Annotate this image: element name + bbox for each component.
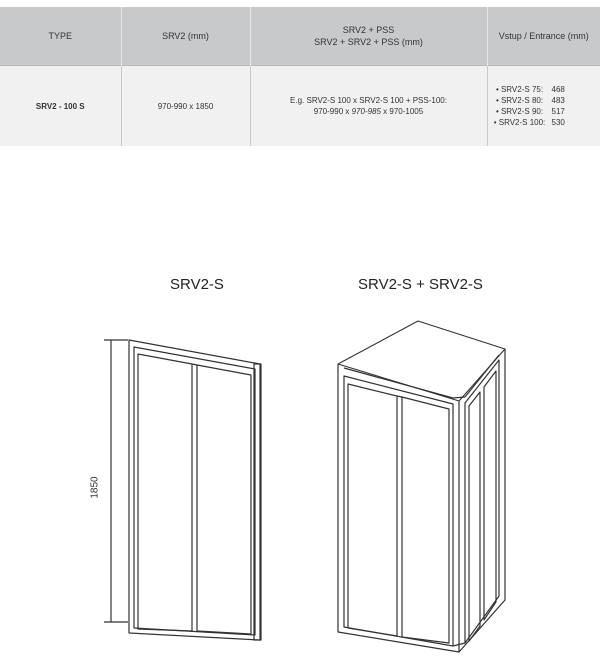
diagram-title-double: SRV2-S + SRV2-S <box>358 276 483 293</box>
entrance-item-value: 517 <box>551 107 565 116</box>
double-door-enclosure <box>338 321 505 652</box>
entrance-item-value: 468 <box>551 85 565 94</box>
example-line2-start: 970-990 x <box>313 107 352 116</box>
cell-example <box>250 66 487 147</box>
entrance-item <box>488 95 600 106</box>
single-door-panel <box>129 340 261 640</box>
entrance-item-label: • SRV2-S 100: <box>493 118 546 127</box>
header-combination <box>250 7 487 66</box>
diagram-title-single: SRV2-S <box>170 276 224 293</box>
entrance-item <box>488 106 600 117</box>
example-line2-end: x 970-1005 <box>380 107 424 116</box>
entrance-item <box>488 117 600 128</box>
header-entrance: Vstup / Entrance (mm) <box>487 7 600 66</box>
header-type: TYPE <box>0 7 121 66</box>
shower-enclosure-drawing <box>0 300 600 664</box>
height-dimension-label: 1850 <box>89 476 101 499</box>
cell-type: SRV2 - 100 S <box>0 66 121 147</box>
table-row <box>0 66 600 147</box>
example-line2-italic: 970-985 <box>351 107 381 116</box>
entrance-item-label: • SRV2-S 80: <box>495 96 544 105</box>
entrance-item <box>488 84 600 95</box>
entrance-item-label: • SRV2-S 75: <box>495 85 544 94</box>
header-combination-line1: SRV2 + PSS <box>342 25 395 35</box>
header-srv2: SRV2 (mm) <box>121 7 250 66</box>
height-dimension-line <box>104 340 128 622</box>
example-line2 <box>251 106 487 117</box>
table-header-row <box>0 7 600 66</box>
cell-srv2-size: 970-990 x 1850 <box>121 66 250 147</box>
cell-entrance <box>487 66 600 147</box>
header-combination-line2: SRV2 + SRV2 + PSS (mm) <box>314 37 423 47</box>
entrance-item-label: • SRV2-S 90: <box>495 107 544 116</box>
entrance-item-value: 530 <box>551 118 565 127</box>
example-line1: E.g. SRV2-S 100 x SRV2-S 100 + PSS-100: <box>290 96 447 105</box>
entrance-item-value: 483 <box>551 96 565 105</box>
spec-table <box>0 7 600 146</box>
